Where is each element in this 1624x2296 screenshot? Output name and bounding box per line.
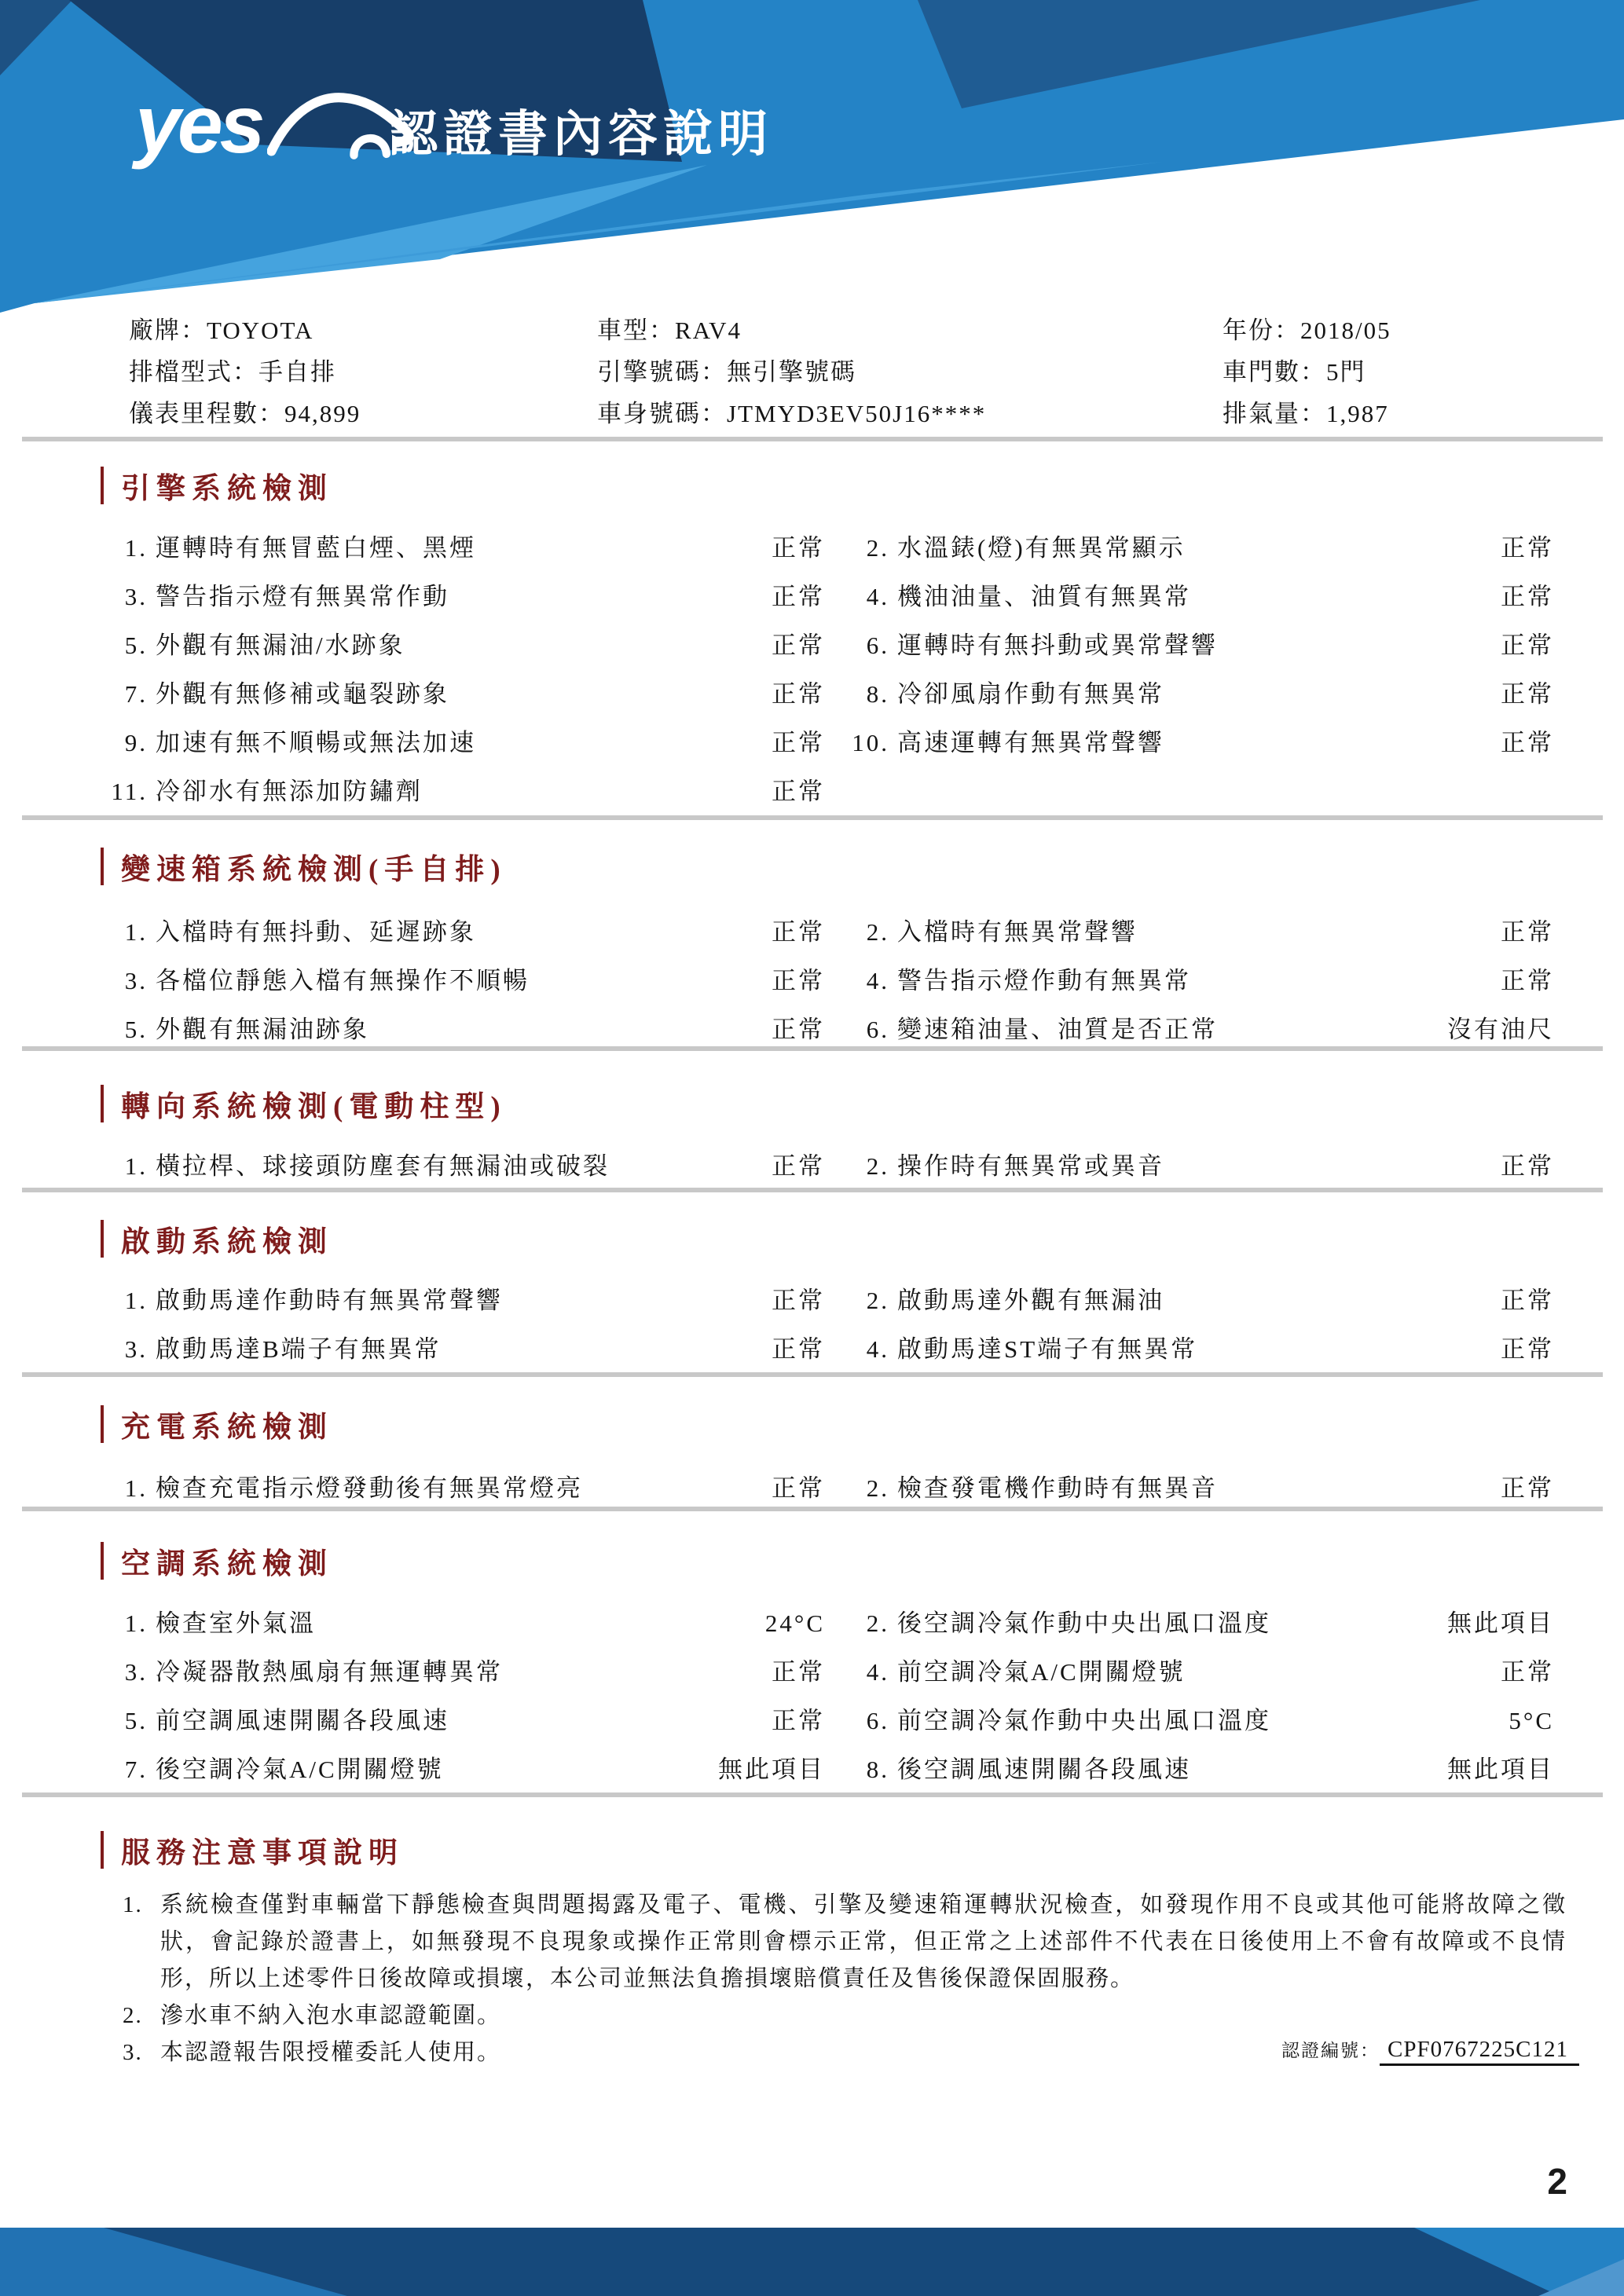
section-title-bar (101, 1542, 104, 1580)
item-number: 5. (124, 632, 148, 659)
page-title: 認證書內容說明 (388, 107, 773, 162)
item-number: 4. (866, 583, 889, 610)
item-text: 前空調冷氣作動中央出風口溫度 (897, 1707, 1271, 1734)
inspection-section-title (101, 1541, 333, 1580)
checklist-row (0, 1745, 1624, 1794)
inspection-section-title (101, 1084, 507, 1123)
item-result: 正常 (772, 729, 825, 756)
item-text: 運轉時有無抖動或異常聲響 (897, 632, 1218, 659)
item-result: 無此項目 (718, 1756, 825, 1783)
item-result: 正常 (1501, 967, 1554, 994)
item-number: 4. (866, 1658, 889, 1686)
colon-separator: ： (701, 400, 727, 427)
vehicle-field (597, 394, 986, 434)
vehicle-field-value: JTMYD3EV50J16**** (727, 400, 987, 427)
section-title-bar (101, 1831, 104, 1869)
item-number: 2. (866, 918, 889, 946)
vehicle-field (597, 353, 856, 392)
inspection-section-title (101, 847, 507, 886)
checklist-row (0, 719, 1624, 767)
item-result: 正常 (1501, 632, 1554, 659)
note-text: 滲水車不納入泡水車認證範圍。 (160, 2003, 502, 2028)
note-item (0, 1998, 1567, 2034)
colon-separator: ： (258, 400, 284, 427)
item-text: 外觀有無漏油/水跡象 (156, 632, 405, 659)
item-result: 正常 (1501, 1152, 1554, 1180)
item-text: 冷卻水有無添加防鏽劑 (156, 778, 423, 805)
section-title-text: 變速箱系統檢測(手自排) (121, 854, 507, 886)
section-title-text: 啟動系統檢測 (121, 1226, 333, 1258)
item-number: 3. (124, 583, 148, 610)
colon-separator: ： (701, 358, 727, 386)
vehicle-field-label: 引擎號碼 (597, 358, 701, 386)
vehicle-field (1223, 353, 1366, 392)
vehicle-field (129, 353, 336, 392)
item-text: 檢查發電機作動時有無異音 (897, 1474, 1218, 1502)
service-notes-title (101, 1830, 404, 1869)
vehicle-field-value: 1,987 (1326, 400, 1389, 427)
item-number: 1. (124, 1609, 148, 1637)
cert-number-row (1281, 2036, 1579, 2063)
section-title-text: 空調系統檢測 (121, 1548, 333, 1580)
note-text: 系統檢查僅對車輛當下靜態檢查與問題揭露及電子、電機、引擎及變速箱運轉狀況檢查，如發現作用不良或其他可能將故障之徵狀，會記錄於證書上，如無發現不良現象或操作正常則會標示正常，但正常之上述部件不代表在日後使用上不會有故障或不良情形，所以上述零件日後故障或損壞，本公司並無法負擔損壞賠償責任及售後保證保固服務。 (160, 1892, 1567, 1991)
item-text: 操作時有無異常或異音 (897, 1152, 1164, 1180)
vehicle-field-value: RAV4 (675, 317, 742, 344)
item-result: 沒有油尺 (1447, 1016, 1554, 1043)
note-number: 1. (123, 1892, 143, 1917)
item-number: 11. (111, 778, 148, 805)
vehicle-field-label: 儀表里程數 (129, 400, 258, 427)
inspection-section-title (101, 1219, 333, 1258)
note-item (0, 1887, 1567, 1998)
item-text: 外觀有無漏油跡象 (156, 1016, 369, 1043)
section-title-text: 服務注意事項說明 (121, 1837, 404, 1869)
checklist-row (0, 957, 1624, 1005)
item-number: 1. (124, 534, 148, 562)
checklist-row (0, 1599, 1624, 1648)
vehicle-field-value: 無引擎號碼 (727, 358, 856, 386)
checklist-row (0, 1648, 1624, 1697)
cert-number-value: CPF0767225C121 (1380, 2037, 1579, 2066)
vehicle-field-label: 廠牌 (129, 317, 181, 344)
item-text: 運轉時有無冒藍白煙、黑煙 (156, 534, 476, 562)
item-result: 24°C (764, 1609, 825, 1637)
checklist-row (0, 524, 1624, 573)
item-text: 加速有無不順暢或無法加速 (156, 729, 476, 756)
vehicle-field-value: 手自排 (258, 358, 336, 386)
item-result: 正常 (1501, 1658, 1554, 1686)
item-result: 正常 (1501, 1287, 1554, 1314)
checklist-row (0, 1464, 1624, 1513)
section-title-bar (101, 467, 104, 504)
item-text: 前空調冷氣A/C開關燈號 (897, 1658, 1186, 1686)
item-result: 正常 (772, 534, 825, 562)
item-result: 正常 (1501, 918, 1554, 946)
divider-rule (22, 437, 1603, 441)
vehicle-field-label: 年份 (1223, 317, 1274, 344)
item-number: 2. (866, 1152, 889, 1180)
item-result: 正常 (1501, 1335, 1554, 1363)
item-text: 入檔時有無抖動、延遲跡象 (156, 918, 476, 946)
item-text: 高速運轉有無異常聲響 (897, 729, 1164, 756)
checklist-row (0, 621, 1624, 670)
item-text: 警告指示燈有無異常作動 (156, 583, 449, 610)
note-number: 3. (123, 2040, 143, 2065)
checklist-row (0, 1142, 1624, 1191)
item-number: 6. (866, 632, 889, 659)
vehicle-field-label: 車身號碼 (597, 400, 701, 427)
colon-separator: ： (1274, 317, 1300, 344)
item-result: 正常 (1501, 583, 1554, 610)
section-title-bar (101, 848, 104, 885)
item-text: 機油油量、油質有無異常 (897, 583, 1191, 610)
item-text: 啟動馬達ST端子有無異常 (897, 1335, 1198, 1363)
item-text: 啟動馬達作動時有無異常聲響 (156, 1287, 503, 1314)
item-result: 正常 (772, 583, 825, 610)
checklist-row (0, 908, 1624, 957)
cert-number-label: 認證編號： (1281, 2041, 1380, 2060)
item-result: 正常 (772, 1335, 825, 1363)
item-number: 8. (866, 1756, 889, 1783)
item-result: 正常 (772, 967, 825, 994)
item-number: 3. (124, 967, 148, 994)
item-text: 橫拉桿、球接頭防塵套有無漏油或破裂 (156, 1152, 610, 1180)
item-result: 無此項目 (1447, 1609, 1554, 1637)
item-number: 5. (124, 1016, 148, 1043)
item-text: 各檔位靜態入檔有無操作不順暢 (156, 967, 530, 994)
item-text: 外觀有無修補或龜裂跡象 (156, 680, 449, 708)
item-text: 冷卻風扇作動有無異常 (897, 680, 1164, 708)
note-number: 2. (123, 2003, 143, 2028)
yes-logo (135, 75, 416, 170)
item-number: 1. (124, 918, 148, 946)
vehicle-field (1223, 311, 1391, 350)
item-number: 1. (124, 1287, 148, 1314)
item-number: 8. (866, 680, 889, 708)
item-text: 後空調冷氣作動中央出風口溫度 (897, 1609, 1271, 1637)
item-result: 正常 (772, 680, 825, 708)
item-result: 正常 (1501, 680, 1554, 708)
item-result: 正常 (772, 632, 825, 659)
item-result: 正常 (772, 1016, 825, 1043)
colon-separator: ： (649, 317, 675, 344)
checklist-row (0, 1005, 1624, 1054)
item-result: 正常 (1501, 1474, 1554, 1502)
item-number: 5. (124, 1707, 148, 1734)
page-number: 2 (1547, 2161, 1567, 2202)
item-result: 無此項目 (1447, 1756, 1554, 1783)
item-number: 2. (866, 1609, 889, 1637)
item-text: 啟動馬達外觀有無漏油 (897, 1287, 1164, 1314)
item-text: 警告指示燈作動有無異常 (897, 967, 1191, 994)
item-result: 正常 (772, 918, 825, 946)
item-number: 7. (124, 680, 148, 708)
item-number: 2. (866, 1474, 889, 1502)
vehicle-field-value: 2018/05 (1300, 317, 1391, 344)
checklist-row (0, 573, 1624, 621)
colon-separator: ： (1300, 400, 1326, 427)
page-footer (0, 2228, 1624, 2296)
item-number: 4. (866, 967, 889, 994)
colon-separator: ： (1300, 358, 1326, 386)
section-title-bar (101, 1405, 104, 1443)
item-text: 後空調風速開關各段風速 (897, 1756, 1191, 1783)
item-text: 檢查室外氣溫 (156, 1609, 316, 1637)
item-text: 入檔時有無異常聲響 (897, 918, 1138, 946)
section-title-bar (101, 1220, 104, 1258)
checklist-row (0, 670, 1624, 719)
vehicle-field-label: 車門數 (1223, 358, 1300, 386)
page-header (0, 0, 1624, 338)
item-result: 正常 (772, 1658, 825, 1686)
item-number: 1. (124, 1474, 148, 1502)
section-title-text: 引擎系統檢測 (121, 473, 333, 505)
colon-separator: ： (181, 317, 207, 344)
section-title-text: 充電系統檢測 (121, 1412, 333, 1444)
item-number: 2. (866, 1287, 889, 1314)
item-number: 6. (866, 1016, 889, 1043)
item-number: 3. (124, 1658, 148, 1686)
checklist-row (0, 767, 1624, 816)
item-result: 正常 (772, 1152, 825, 1180)
vehicle-field-label: 車型 (597, 317, 649, 344)
item-text: 冷凝器散熱風扇有無運轉異常 (156, 1658, 503, 1686)
item-result: 正常 (772, 1287, 825, 1314)
item-result: 正常 (772, 1707, 825, 1734)
vehicle-field (1223, 394, 1389, 434)
item-text: 後空調冷氣A/C開關燈號 (156, 1756, 444, 1783)
item-number: 7. (124, 1756, 148, 1783)
vehicle-field (129, 311, 313, 350)
vehicle-field-value: TOYOTA (207, 317, 314, 344)
inspection-section-title (101, 466, 333, 505)
inspection-section-title (101, 1404, 333, 1444)
item-result: 正常 (772, 778, 825, 805)
colon-separator: ： (233, 358, 258, 386)
note-text: 本認證報告限授權委託人使用。 (160, 2040, 502, 2065)
vehicle-field (129, 394, 361, 434)
item-number: 3. (124, 1335, 148, 1363)
section-title-bar (101, 1085, 104, 1122)
item-number: 9. (124, 729, 148, 756)
item-text: 前空調風速開關各段風速 (156, 1707, 449, 1734)
checklist-row (0, 1325, 1624, 1374)
item-result: 正常 (1501, 534, 1554, 562)
item-result: 正常 (1501, 729, 1554, 756)
yes-logo-text: yes (135, 79, 262, 170)
checklist-row (0, 1697, 1624, 1745)
item-text: 檢查充電指示燈發動後有無異常燈亮 (156, 1474, 583, 1502)
item-number: 10. (852, 729, 889, 756)
vehicle-field-label: 排氣量 (1223, 400, 1300, 427)
vehicle-field-value: 94,899 (284, 400, 361, 427)
vehicle-field (597, 311, 742, 350)
item-number: 1. (124, 1152, 148, 1180)
item-number: 6. (866, 1707, 889, 1734)
checklist-row (0, 1276, 1624, 1325)
item-number: 4. (866, 1335, 889, 1363)
item-text: 水溫錶(燈)有無異常顯示 (897, 534, 1186, 562)
item-result: 正常 (772, 1474, 825, 1502)
item-number: 2. (866, 534, 889, 562)
vehicle-field-label: 排檔型式 (129, 358, 233, 386)
item-text: 變速箱油量、油質是否正常 (897, 1016, 1218, 1043)
vehicle-field-value: 5門 (1326, 358, 1366, 386)
item-text: 啟動馬達B端子有無異常 (156, 1335, 442, 1363)
section-title-text: 轉向系統檢測(電動柱型) (121, 1091, 507, 1123)
item-result: 5°C (1509, 1707, 1554, 1734)
